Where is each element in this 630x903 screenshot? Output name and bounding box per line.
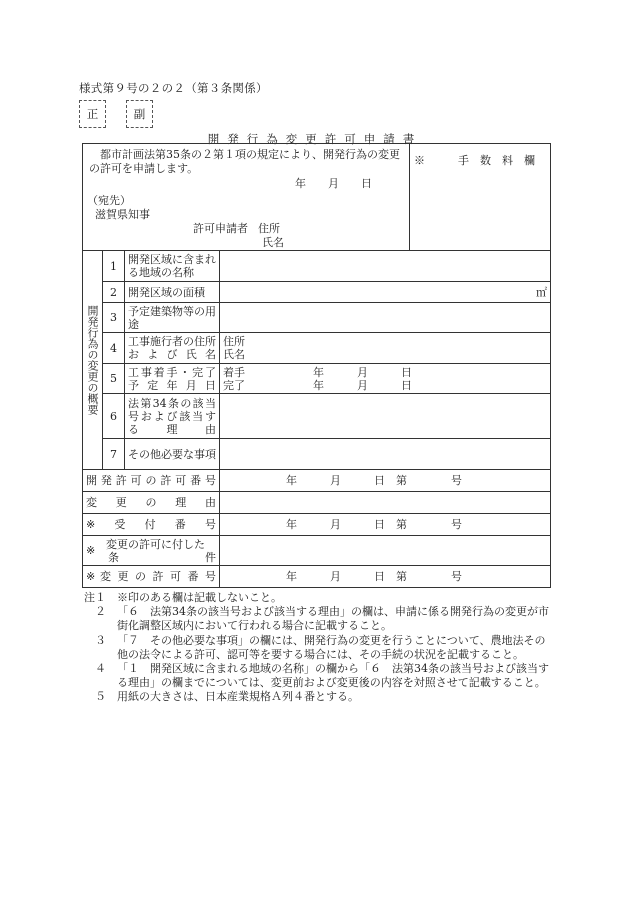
- note-item: [84, 591, 556, 605]
- change-permit-label-text: 変更の許可番号: [100, 570, 216, 583]
- permit-number-label: 開発許可の許可番号: [83, 470, 220, 492]
- end-date: 年 月 日: [313, 378, 412, 392]
- contractor-label: 工事施行者の住所および氏名: [125, 333, 220, 364]
- original-stamp-label: 正: [86, 107, 99, 121]
- schedule-label: [125, 364, 220, 394]
- receipt-number-date: 年 月 日 第 号: [286, 518, 462, 531]
- conditions-label-line1: 変更の許可に付した: [106, 537, 205, 551]
- row-number: 2: [103, 282, 125, 303]
- end-label: 完了: [223, 378, 245, 392]
- article34-label-char: 理: [166, 422, 178, 436]
- change-permit-number-row: [83, 566, 551, 588]
- overview-row-5: [83, 364, 551, 394]
- original-stamp-box: [79, 100, 106, 128]
- article34-label-line2: 号および該当す: [128, 409, 216, 423]
- conditions-value[interactable]: [220, 536, 551, 566]
- row-number: 1: [103, 251, 125, 282]
- receipt-number-label: [83, 514, 220, 536]
- contractor-name-label: 氏名: [223, 348, 245, 361]
- note-number: ４: [84, 662, 117, 676]
- permit-number-row: [83, 470, 551, 492]
- note-text: 用紙の大きさは、日本産業規格Ａ列４番とする。: [117, 690, 359, 704]
- overview-vertical-label: 開発行為の変更の概要: [83, 251, 103, 470]
- change-permit-number-label: [83, 566, 220, 588]
- article34-value[interactable]: [220, 394, 551, 439]
- change-reason-char: の: [145, 496, 157, 509]
- conditions-char: 条: [108, 550, 119, 564]
- change-permit-number-date: 年 月 日 第 号: [286, 570, 462, 583]
- building-use-label: 予定建築物等の用途: [125, 303, 220, 333]
- change-reason-value[interactable]: [220, 492, 551, 514]
- change-permit-number-value[interactable]: [220, 566, 551, 588]
- change-reason-row: [83, 492, 551, 514]
- copy-stamp-label: 副: [133, 107, 146, 121]
- address-label: 住所: [258, 222, 280, 235]
- receipt-number-value[interactable]: [220, 514, 551, 536]
- note-item: [84, 634, 556, 662]
- application-statement-cell[interactable]: [83, 144, 410, 251]
- note-item: [84, 662, 556, 690]
- conditions-label: [83, 536, 220, 566]
- applicant-address-line: [193, 222, 280, 235]
- change-reason-char: 変: [86, 496, 97, 509]
- note-text: 「１ 開発区域に含まれる地域の名称」の欄から「６ 法第34条の該当号および該当する理由」の欄までについては、変更前および変更後の内容を対照させて記載すること。: [117, 662, 549, 690]
- article34-label-line3: [128, 423, 216, 436]
- start-date-line: [223, 366, 547, 379]
- conditions-char: 件: [205, 550, 216, 564]
- article34-label-char: 由: [205, 422, 216, 436]
- asterisk-mark: ※: [86, 570, 96, 583]
- name-label: 氏名: [262, 236, 284, 249]
- permit-number-date: 年 月 日 第 号: [286, 474, 462, 487]
- article34-label: [125, 394, 220, 439]
- receipt-char: 番: [174, 518, 186, 531]
- schedule-label-line1: 工事着手・完了: [128, 365, 216, 379]
- building-use-value[interactable]: [220, 303, 551, 333]
- intro-text: 都市計画法第35条の２第１項の規定により、開発行為の変更の許可を申請します。: [89, 148, 400, 175]
- application-form-table: [82, 143, 551, 588]
- overview-row-1: [83, 251, 551, 282]
- start-date: 年 月 日: [313, 365, 412, 379]
- start-label: 着手: [223, 365, 245, 379]
- change-reason-char: 理: [175, 496, 187, 509]
- change-reason-label: [83, 492, 220, 514]
- end-date-line: [223, 379, 547, 392]
- row-number: 6: [103, 394, 125, 439]
- conditions-label-line2: [106, 551, 216, 564]
- note-number: ５: [84, 690, 117, 704]
- article34-label-line1: 法第34条の該当: [128, 396, 216, 410]
- row-number: 7: [103, 439, 125, 470]
- addressee: 滋賀県知事: [95, 208, 150, 221]
- notes-section: [84, 591, 556, 705]
- overview-row-2: [83, 282, 551, 303]
- receipt-number-row: [83, 514, 551, 536]
- square-meter-unit: ㎡: [536, 285, 547, 299]
- addressee-label: （宛先）: [87, 194, 131, 207]
- header-row: [83, 144, 551, 251]
- other-matters-value[interactable]: [220, 439, 551, 470]
- schedule-value[interactable]: [220, 364, 551, 394]
- note-number: 注１: [84, 591, 117, 604]
- overview-row-7: [83, 439, 551, 470]
- contractor-address-label: 住所: [223, 335, 245, 348]
- note-text: 「６ 法第34条の該当号および該当する理由」の欄は、申請に係る開発行為の変更が市街化調整区域内において行われる場合に記載すること。: [117, 605, 549, 633]
- fee-cell[interactable]: [410, 144, 551, 251]
- area-name-label: 開発区域に含まれる地域の名称: [125, 251, 220, 282]
- application-date: 年 月 日: [295, 177, 372, 190]
- row-number: 4: [103, 333, 125, 364]
- document-title: 開発行為変更許可申請書: [207, 132, 423, 146]
- conditions-row: [83, 536, 551, 566]
- note-text: 「７ その他必要な事項」の欄には、開発行為の変更を行うことについて、農地法その他の法令による許可、認可等を要する場合には、その手続の状況を記載すること。: [117, 633, 546, 661]
- contractor-value[interactable]: [220, 333, 551, 364]
- note-number: ３: [84, 633, 117, 647]
- note-item: [84, 605, 556, 633]
- overview-row-3: [83, 303, 551, 333]
- note-text: ※印のある欄は記載しないこと。: [117, 591, 282, 604]
- asterisk-mark: ※: [86, 544, 96, 557]
- overview-row-4: [83, 333, 551, 364]
- receipt-char: 号: [204, 518, 216, 531]
- receipt-char: 付: [144, 518, 156, 531]
- note-number: ２: [84, 605, 117, 619]
- asterisk-mark: ※: [86, 518, 96, 531]
- permit-number-value[interactable]: [220, 470, 551, 492]
- row-number: 5: [103, 364, 125, 394]
- change-reason-char: 由: [205, 496, 216, 509]
- other-matters-label: その他必要な事項: [125, 439, 220, 470]
- change-reason-char: 更: [115, 496, 127, 509]
- receipt-char: 受: [114, 518, 126, 531]
- applicant-label: 許可申請者: [193, 222, 248, 235]
- note-item: [84, 690, 556, 704]
- copy-stamp-box: [126, 100, 153, 128]
- row-number: 3: [103, 303, 125, 333]
- form-number-label: 様式第９号の２の２（第３条関係）: [79, 81, 268, 95]
- area-size-label: 開発区域の面積: [125, 282, 220, 303]
- schedule-label-line2: 予定年月日: [128, 378, 216, 392]
- area-name-value[interactable]: [220, 251, 551, 282]
- area-size-value[interactable]: [220, 282, 551, 303]
- article34-label-char: る: [128, 422, 139, 436]
- fee-label: ※ 手数料欄: [414, 154, 546, 167]
- overview-row-6: [83, 394, 551, 439]
